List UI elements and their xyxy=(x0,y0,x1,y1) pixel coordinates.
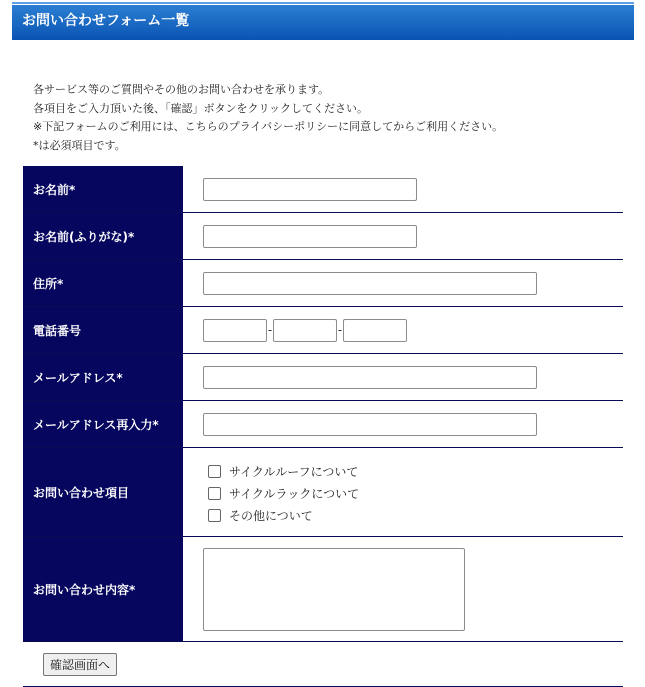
inquiry-option[interactable] xyxy=(203,463,359,480)
message-textarea[interactable] xyxy=(203,548,465,631)
header-top-line xyxy=(12,2,634,4)
kana-input[interactable] xyxy=(203,225,417,248)
email-confirm-label: メールアドレス再入力* xyxy=(23,401,183,447)
checkbox[interactable] xyxy=(208,487,221,500)
form-actions xyxy=(23,642,623,687)
phone-separator: - xyxy=(267,323,273,337)
phone-input-1[interactable] xyxy=(203,319,267,342)
form-row-email-confirm xyxy=(23,401,623,448)
inquiry-option-label: その他について xyxy=(229,508,313,523)
phone-label: 電話番号 xyxy=(23,307,183,353)
form-row-message xyxy=(23,537,623,642)
email-confirm-input[interactable] xyxy=(203,413,537,436)
intro-line: 各項目をご入力頂いた後、「確認」ボタンをクリックしてください。 xyxy=(33,101,369,115)
form-row-email xyxy=(23,354,623,401)
form-row-address xyxy=(23,260,623,307)
address-input[interactable] xyxy=(203,272,537,295)
intro-line: 各サービス等のご質問やその他のお問い合わせを承ります。 xyxy=(33,83,330,96)
checkbox[interactable] xyxy=(208,509,221,522)
address-label: 住所* xyxy=(23,260,183,306)
page-title: お問い合わせフォーム一覧 xyxy=(12,5,634,40)
checkbox[interactable] xyxy=(208,465,221,478)
intro-line: *は必須項目です。 xyxy=(33,138,126,152)
email-label: メールアドレス* xyxy=(23,354,183,400)
inquiry-option-label: サイクルルーフについて xyxy=(229,464,359,479)
inquiry-option[interactable] xyxy=(203,485,359,502)
inquiry-type-label: お問い合わせ項目 xyxy=(23,448,183,536)
form-row-phone xyxy=(23,307,623,354)
phone-input-3[interactable] xyxy=(343,319,407,342)
inquiry-option-label: サイクルラックについて xyxy=(229,486,360,501)
inquiry-option[interactable] xyxy=(203,507,359,524)
phone-separator: - xyxy=(337,323,343,337)
name-label: お名前* xyxy=(23,166,183,212)
phone-input-2[interactable] xyxy=(273,319,337,342)
contact-form xyxy=(23,166,623,687)
email-input[interactable] xyxy=(203,366,537,389)
name-input[interactable] xyxy=(203,178,417,201)
message-label: お問い合わせ内容* xyxy=(23,537,183,641)
form-row-kana xyxy=(23,213,623,260)
confirm-button[interactable]: 確認画面へ xyxy=(43,653,117,676)
intro-text xyxy=(33,81,623,155)
form-row-inquiry-type xyxy=(23,448,623,537)
intro-line: ※下記フォームのご利用には、こちらのプライバシーポリシーに同意してからご利用ください。 xyxy=(33,120,504,133)
kana-label: お名前(ふりがな)* xyxy=(23,213,183,259)
inquiry-type-options xyxy=(203,461,359,524)
form-row-name xyxy=(23,166,623,213)
